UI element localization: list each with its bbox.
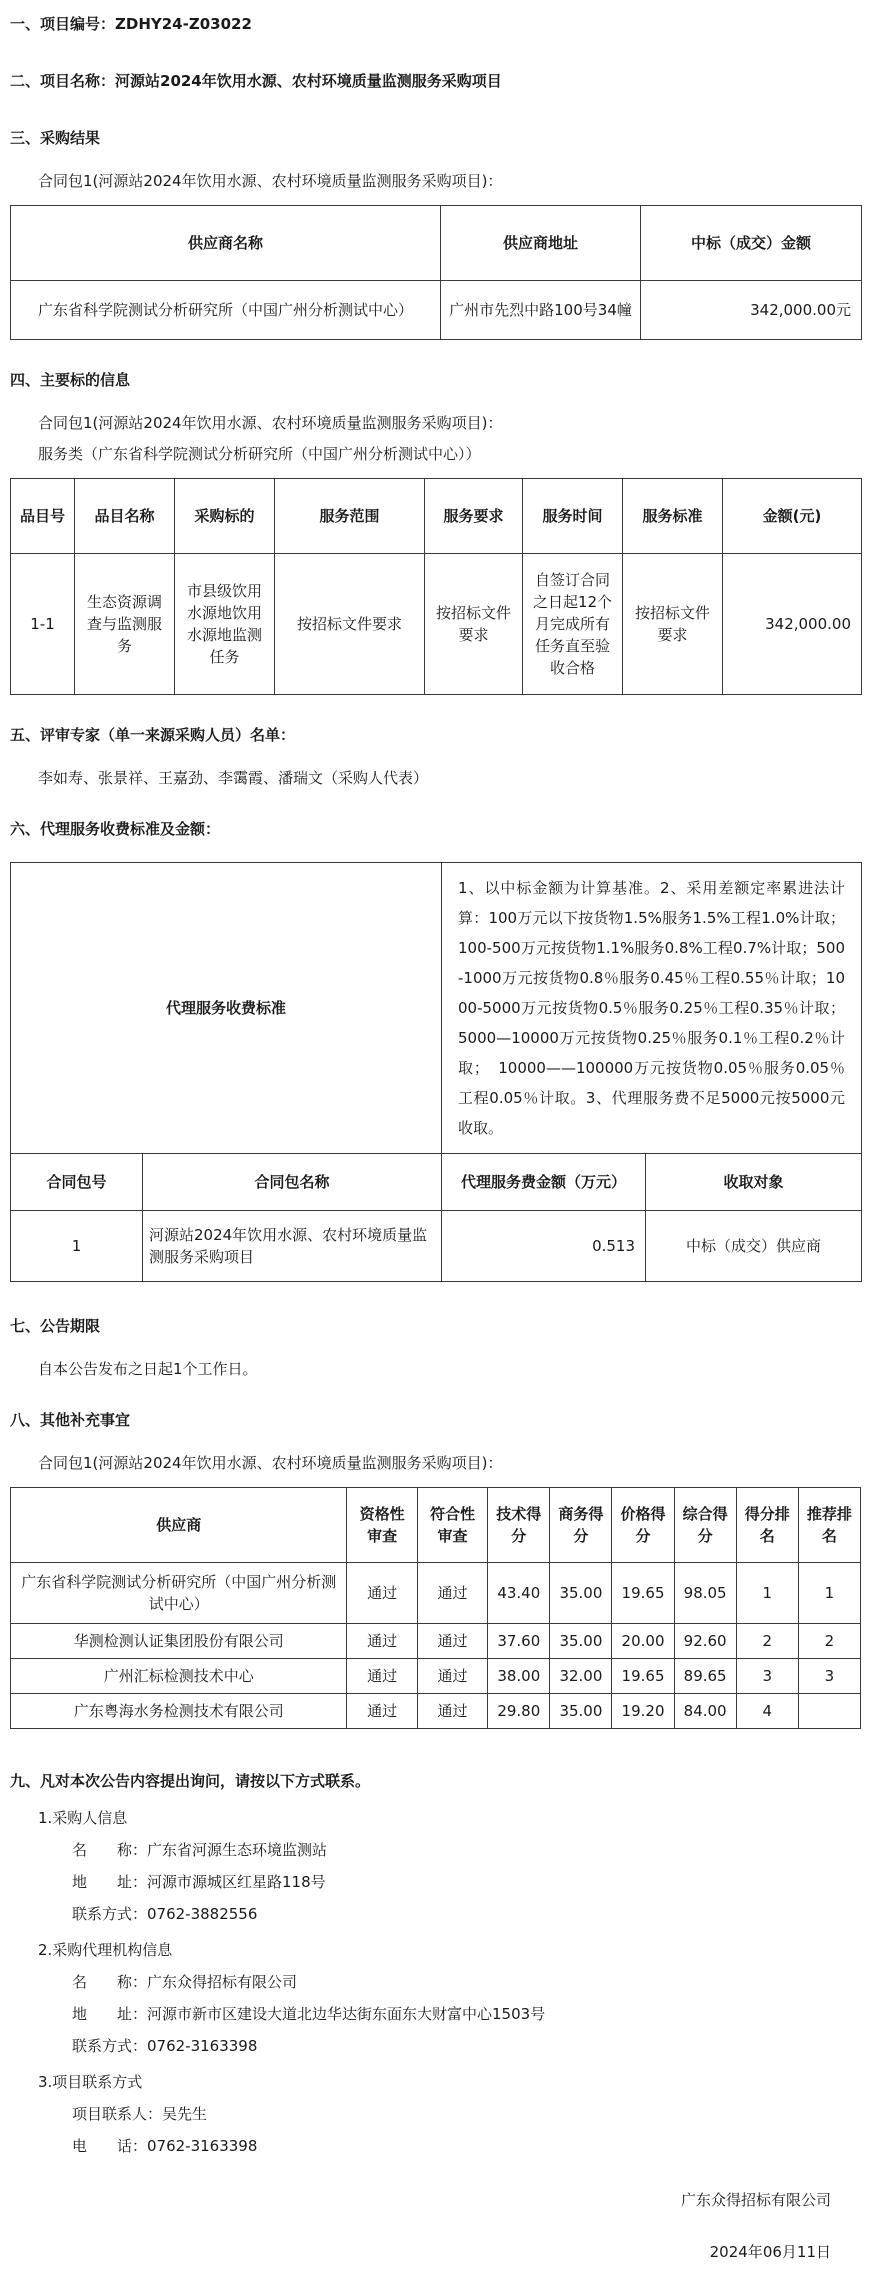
bid-header-time: 服务时间 xyxy=(523,479,623,554)
bid-scope: 按招标文件要求 xyxy=(275,554,425,695)
agency-info-title: 2.采购代理机构信息 xyxy=(38,1941,173,1959)
score-conformity: 通过 xyxy=(417,1624,487,1659)
score-business: 32.00 xyxy=(550,1659,612,1694)
score-score-rank: 1 xyxy=(736,1563,798,1624)
agency-fee-table xyxy=(10,862,862,1282)
score-score-rank: 3 xyxy=(736,1659,798,1694)
score-header-technical: 技术得分 xyxy=(488,1488,550,1563)
score-supplier: 华测检测认证集团股份有限公司 xyxy=(11,1624,347,1659)
procurement-result-table xyxy=(10,205,862,340)
score-header-conformity: 符合性审查 xyxy=(417,1488,487,1563)
score-conformity: 通过 xyxy=(417,1694,487,1729)
score-recommend-rank xyxy=(798,1694,860,1729)
score-price: 20.00 xyxy=(612,1624,674,1659)
bid-time: 自签订合同之日起12个月完成所有任务直至验收合格 xyxy=(523,554,623,695)
table-header-row xyxy=(11,206,862,281)
score-technical: 43.40 xyxy=(488,1563,550,1624)
fee-payer: 中标（成交）供应商 xyxy=(646,1211,862,1282)
score-business: 35.00 xyxy=(550,1563,612,1624)
fee-header-fee-amount: 代理服务费金额（万元） xyxy=(442,1154,646,1211)
bid-item-name: 生态资源调查与监测服务 xyxy=(75,554,175,695)
table-row xyxy=(11,1659,861,1694)
bid-standard: 按招标文件要求 xyxy=(623,554,723,695)
bid-amount: 342,000.00 xyxy=(723,554,862,695)
score-price: 19.20 xyxy=(612,1694,674,1729)
score-score-rank: 4 xyxy=(736,1694,798,1729)
result-header-supplier-address: 供应商地址 xyxy=(441,206,641,281)
score-qualification: 通过 xyxy=(347,1694,417,1729)
section-6-heading: 六、代理服务收费标准及金额： xyxy=(10,820,221,838)
table-row xyxy=(11,1211,862,1282)
table-header-row xyxy=(11,1488,861,1563)
bid-requirement: 按招标文件要求 xyxy=(425,554,523,695)
score-conformity: 通过 xyxy=(417,1659,487,1694)
fee-amount: 0.513 xyxy=(442,1211,646,1282)
agency-fee-standard-label: 代理服务收费标准 xyxy=(11,863,442,1154)
table-row xyxy=(11,554,862,695)
score-business: 35.00 xyxy=(550,1694,612,1729)
score-header-price: 价格得分 xyxy=(612,1488,674,1563)
score-header-qualification: 资格性审查 xyxy=(347,1488,417,1563)
fee-header-package-no: 合同包号 xyxy=(11,1154,143,1211)
section-8-heading: 八、其他补充事宜 xyxy=(10,1411,131,1429)
score-recommend-rank: 1 xyxy=(798,1563,860,1624)
bid-header-requirement: 服务要求 xyxy=(425,479,523,554)
score-qualification: 通过 xyxy=(347,1624,417,1659)
purchaser-name: 名 称：广东省河源生态环境监测站 xyxy=(72,1841,328,1859)
agency-name: 名 称：广东众得招标有限公司 xyxy=(72,1973,298,1991)
main-bid-package-line: 合同包1(河源站2024年饮用水源、农村环境质量监测服务采购项目)： xyxy=(38,414,503,432)
score-supplier: 广东粤海水务检测技术有限公司 xyxy=(11,1694,347,1729)
bid-subject: 市县级饮用水源地饮用水源地监测任务 xyxy=(175,554,275,695)
score-qualification: 通过 xyxy=(347,1563,417,1624)
project-contact-person: 项目联系人：吴先生 xyxy=(72,2105,208,2123)
score-technical: 29.80 xyxy=(488,1694,550,1729)
bid-header-standard: 服务标准 xyxy=(623,479,723,554)
score-price: 19.65 xyxy=(612,1563,674,1624)
score-header-score-rank: 得分排名 xyxy=(736,1488,798,1563)
table-header-row xyxy=(11,1154,862,1211)
score-header-supplier: 供应商 xyxy=(11,1488,347,1563)
section-5-heading: 五、评审专家（单一来源采购人员）名单： xyxy=(10,726,296,744)
agency-fee-standard-row xyxy=(11,863,862,1154)
score-technical: 38.00 xyxy=(488,1659,550,1694)
bid-header-amount: 金额(元) xyxy=(723,479,862,554)
table-row xyxy=(11,1624,861,1659)
fee-package-no: 1 xyxy=(11,1211,143,1282)
score-overall: 89.65 xyxy=(674,1659,736,1694)
section-3-heading: 三、采购结果 xyxy=(10,129,101,147)
bid-header-scope: 服务范围 xyxy=(275,479,425,554)
purchaser-phone: 联系方式：0762-3882556 xyxy=(72,1905,258,1923)
project-contact-title: 3.项目联系方式 xyxy=(38,2073,143,2091)
expert-names: 李如寿、张景祥、王嘉劲、李霭霞、潘瑞文（采购人代表） xyxy=(38,769,429,787)
project-contact-phone: 电 话：0762-3163398 xyxy=(72,2137,258,2155)
notice-period-text: 自本公告发布之日起1个工作日。 xyxy=(38,1360,258,1378)
result-supplier-address: 广州市先烈中路100号34幢 xyxy=(441,281,641,340)
table-row xyxy=(11,281,862,340)
score-recommend-rank: 2 xyxy=(798,1624,860,1659)
agency-phone: 联系方式：0762-3163398 xyxy=(72,2037,258,2055)
score-conformity: 通过 xyxy=(417,1563,487,1624)
section-9-heading: 九、凡对本次公告内容提出询问，请按以下方式联系。 xyxy=(10,1772,371,1790)
score-supplier: 广州汇标检测技术中心 xyxy=(11,1659,347,1694)
score-overall: 92.60 xyxy=(674,1624,736,1659)
bid-header-item-name: 品目名称 xyxy=(75,479,175,554)
score-technical: 37.60 xyxy=(488,1624,550,1659)
result-package-line: 合同包1(河源站2024年饮用水源、农村环境质量监测服务采购项目)： xyxy=(38,172,503,190)
score-header-overall: 综合得分 xyxy=(674,1488,736,1563)
agency-fee-standard-text: 1、以中标金额为计算基准。2、采用差额定率累进法计算：100万元以下按货物1.5%服务1.5%工程1.0%计取；100-500万元按货物1.1%服务0.8%工程0.7%计取；500-1000万元按货物0.8％服务0.45％工程0.55％计取；1000-5000万元按货物0.5％服务0.25％工程0.35％计取；5000—10000万元按货物0.25％服务0.1％工程0.2％计取； 10000——100000万元按货物0.05％服务0.05％工程0.05％计取。3、代理服务费不足5000元按5000元收取。 xyxy=(442,863,862,1154)
agency-address: 地 址：河源市新市区建设大道北边华达街东面东大财富中心1503号 xyxy=(72,2005,546,2023)
purchaser-info-title: 1.采购人信息 xyxy=(38,1809,128,1827)
fee-package-name: 河源站2024年饮用水源、农村环境质量监测服务采购项目 xyxy=(143,1211,442,1282)
score-price: 19.65 xyxy=(612,1659,674,1694)
table-row xyxy=(11,1563,861,1624)
section-2-heading: 二、项目名称：河源站2024年饮用水源、农村环境质量监测服务采购项目 xyxy=(10,72,502,90)
result-header-award-amount: 中标（成交）金额 xyxy=(641,206,862,281)
footer-agency-company: 广东众得招标有限公司 xyxy=(680,2191,831,2209)
result-award-amount: 342,000.00元 xyxy=(641,281,862,340)
table-row xyxy=(11,1694,861,1729)
bid-header-subject: 采购标的 xyxy=(175,479,275,554)
score-qualification: 通过 xyxy=(347,1659,417,1694)
score-overall: 84.00 xyxy=(674,1694,736,1729)
result-header-supplier-name: 供应商名称 xyxy=(11,206,441,281)
score-overall: 98.05 xyxy=(674,1563,736,1624)
fee-header-package-name: 合同包名称 xyxy=(143,1154,442,1211)
score-business: 35.00 xyxy=(550,1624,612,1659)
bid-header-item-no: 品目号 xyxy=(11,479,75,554)
section-4-heading: 四、主要标的信息 xyxy=(10,371,131,389)
result-supplier-name: 广东省科学院测试分析研究所（中国广州分析测试中心） xyxy=(11,281,441,340)
score-recommend-rank: 3 xyxy=(798,1659,860,1694)
supplement-package-line: 合同包1(河源站2024年饮用水源、农村环境质量监测服务采购项目)： xyxy=(38,1454,503,1472)
supplier-score-table xyxy=(10,1487,861,1729)
contact-block xyxy=(10,1808,861,2156)
table-header-row xyxy=(11,479,862,554)
purchaser-address: 地 址：河源市源城区红星路118号 xyxy=(72,1873,326,1891)
footer-date: 2024年06月11日 xyxy=(709,2243,831,2261)
bid-item-no: 1-1 xyxy=(11,554,75,695)
score-score-rank: 2 xyxy=(736,1624,798,1659)
main-bid-table xyxy=(10,478,862,695)
fee-header-payer: 收取对象 xyxy=(646,1154,862,1211)
score-header-recommend-rank: 推荐排名 xyxy=(798,1488,860,1563)
section-7-heading: 七、公告期限 xyxy=(10,1317,101,1335)
score-header-business: 商务得分 xyxy=(550,1488,612,1563)
score-supplier: 广东省科学院测试分析研究所（中国广州分析测试中心） xyxy=(11,1563,347,1624)
main-bid-category-line: 服务类（广东省科学院测试分析研究所（中国广州分析测试中心）） xyxy=(38,445,481,463)
section-1-heading: 一、项目编号：ZDHY24-Z03022 xyxy=(10,15,252,33)
